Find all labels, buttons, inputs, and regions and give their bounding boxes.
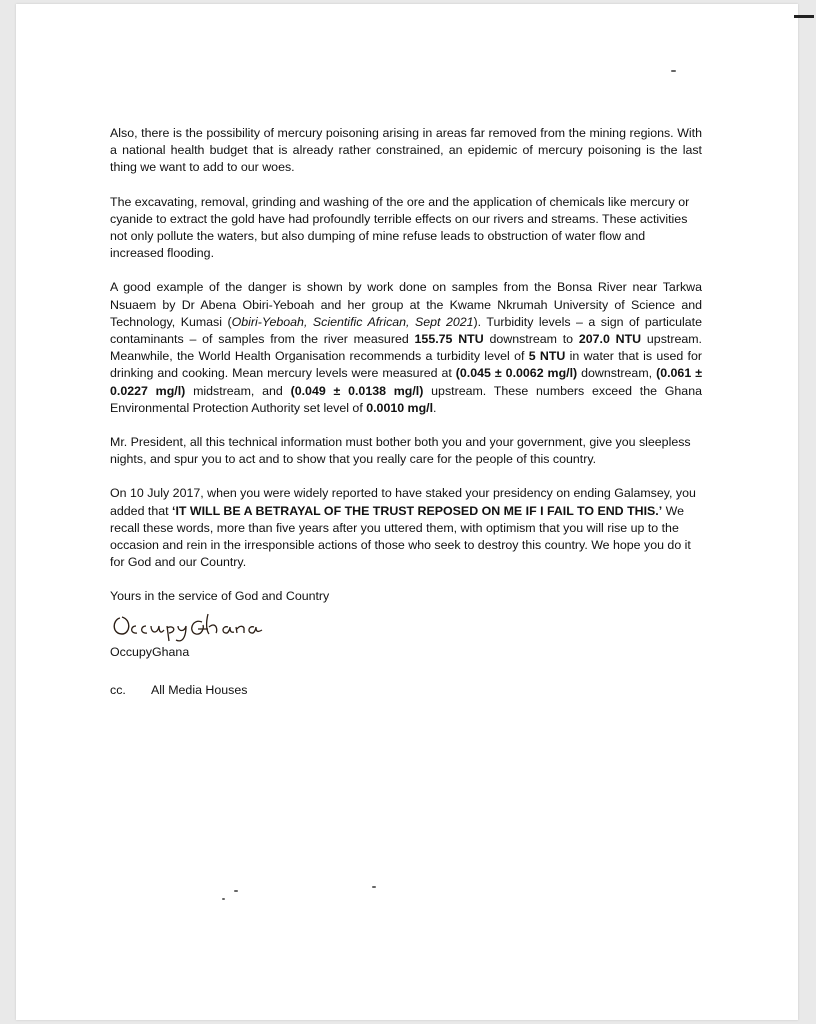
paragraph-appeal-to-president: Mr. President, all this technical information must bother both you and your government, give you sleepless nights, and spur you to act and to show that you really care for the people of this country. — [110, 435, 691, 467]
paragraph-excavation-effects: The excavating, removal, grinding and washing of the ore and the application of chemicals like mercury or cyanide to extract the gold have had profoundly terrible effects on our rivers and streams. These activities not only pollute the waters, but also dumping of mine refuse leads to obstruction of water flow and increased flooding. — [110, 194, 690, 261]
scan-speck — [671, 70, 676, 72]
paragraph-july-2017-pledge — [110, 485, 702, 571]
scan-speck — [234, 890, 238, 892]
text-segment: upstream. These numbers exceed the Ghana Environmental Protection Authority set level of — [110, 383, 702, 415]
signature-graphic — [110, 608, 310, 644]
mercury-downstream-value: (0.045 ± 0.0062 mg/l) — [455, 366, 578, 381]
citation: Obiri-Yeboah, Scientific African, Sept 2021 — [231, 314, 474, 329]
text-segment: . — [433, 400, 437, 415]
letter-page — [16, 4, 798, 1020]
paragraph-mercury-poisoning: Also, there is the possibility of mercury poisoning arising in areas far removed from the mining regions. With a national health budget that is already rather constrained, an epidemic of mercury poisoning is the last thing we want to add to our woes. — [110, 126, 702, 175]
text-segment: A good example of the danger is shown by work done on samples from the Bonsa River near Tarkwa Nsuaem by Dr Abena Obiri-Yeboah and her group at the Kwame Nkrumah University of Science and Technology, Kumasi ( — [110, 280, 702, 329]
paragraph-bonsa-river-study — [110, 279, 702, 417]
signer-name: OccupyGhana — [110, 644, 190, 659]
text-segment: We recall these words, more than five years after you uttered them, with optimism that you will rise up to the occasion and rein in the irresponsible actions of those who seek to destroy this country. We hope you do it for God and our Country. — [110, 503, 691, 570]
text-segment: downstream, — [577, 366, 657, 381]
handwritten-signature — [110, 608, 702, 644]
scan-speck — [222, 898, 225, 900]
closing-line: Yours in the service of God and Country — [110, 589, 330, 604]
scan-mark — [794, 15, 814, 18]
mercury-midstream-value: (0.061 ± 0.0227 mg/l) — [110, 366, 702, 398]
text-segment: On 10 July 2017, when you were widely reported to have staked your presidency on ending Galamsey, you added that — [110, 486, 696, 518]
scan-speck — [372, 886, 376, 888]
epa-limit-value: 0.0010 mg/l — [366, 400, 434, 415]
text-segment: ). Turbidity levels – a sign of particulate contaminants – of samples from the river measured — [110, 314, 702, 347]
text-segment: midstream, and — [185, 383, 291, 398]
who-turbidity-value: 5 NTU — [528, 349, 566, 364]
text-segment: in water that is used for drinking and cooking. Mean mercury levels were measured at — [110, 349, 703, 381]
pledge-quote: ‘IT WILL BE A BETRAYAL OF THE TRUST REPOSED ON ME IF I FAIL TO END THIS.’ — [172, 503, 663, 518]
cc-line — [110, 682, 702, 699]
text-segment: upstream. Meanwhile, the World Health Organisation recommends a turbidity level of — [110, 332, 703, 364]
turbidity-downstream-value: 155.75 NTU — [414, 332, 484, 347]
text-segment: downstream to — [483, 332, 579, 347]
cc-label: cc. — [110, 682, 126, 697]
mercury-upstream-value: (0.049 ± 0.0138 mg/l) — [290, 383, 424, 398]
cc-recipients: All Media Houses — [151, 682, 248, 697]
turbidity-upstream-value: 207.0 NTU — [578, 332, 642, 347]
letter-body — [110, 125, 702, 699]
